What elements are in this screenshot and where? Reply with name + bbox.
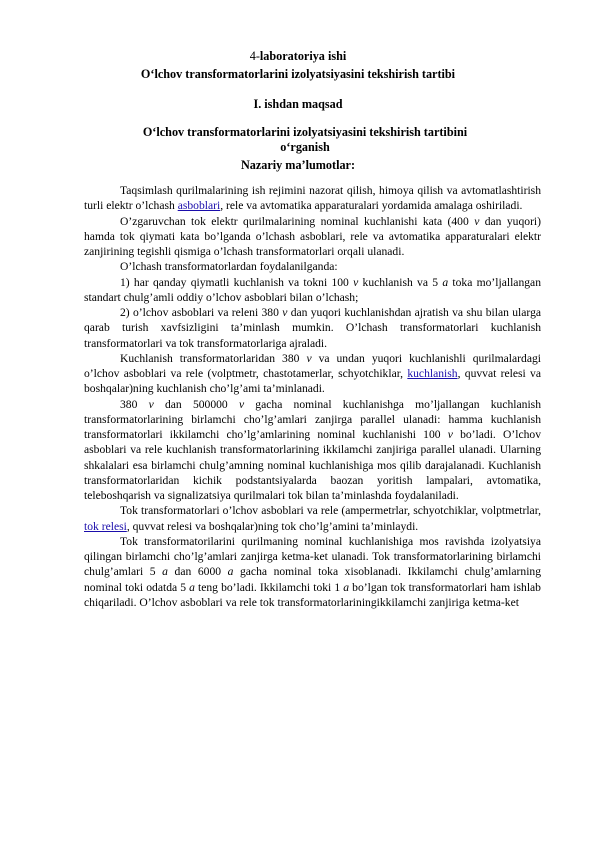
text-run: dan 500000: [153, 397, 239, 411]
text-run: dan 6000: [167, 565, 228, 579]
unit-symbol: v: [282, 306, 288, 319]
unit-symbol: a: [189, 580, 195, 594]
link-asboblari[interactable]: asboblari: [177, 199, 221, 213]
unit-symbol: a: [227, 565, 234, 579]
text-run: va undan yuqori kuchlanishli qurilmalardagi o’lchov asboblari va rele (volptmetr, chastotamerlar, schyotchiklar,: [84, 351, 541, 380]
paragraph-8: [84, 503, 541, 534]
text-run: teng bo’ladi. Ikkilamchi toki 1: [194, 580, 344, 594]
paragraph-9: [84, 534, 541, 610]
text-run: , quvvat relesi va boshqalar)ning kuchlanish cho’lg’ami ta’minlanadi.: [84, 367, 541, 396]
text-run: 380: [120, 397, 149, 411]
goal-line-1: O‘lchov transformatorlarini izolyatsiyasini tekshirish tartibini: [142, 125, 468, 139]
paragraph-7: [84, 397, 541, 504]
unit-symbol: v: [353, 275, 359, 289]
unit-symbol: v: [148, 397, 154, 411]
paragraph-5: [84, 305, 541, 351]
text-run: dan yuqori kuchlanishdan ajratish va shu bilan ularga qarab turish xavfsizligini ta’minlash mumkin. O’lchash transformatorlari kuchlanish transformatorlari va tok transformatorlariga ajraladi.: [84, 306, 542, 350]
section-heading: I. ishdan maqsad: [253, 97, 343, 111]
text-run: Tok transformatorilarini qurilmaning nominal kuchlanishiga mos ravishda izolyatsiya qilingan birlamchi cho’lg’amlari zanjirga ketma-ket ulanadi. Tok transformatorlarining birlamchi chulg’amlari 5: [84, 534, 541, 579]
lab-word: laboratoriya ishi: [259, 49, 347, 63]
text-run: bo’ladi. O’lchov asboblari va rele kuchlanish transformatorlarining ikkilamchi zanjiriga parallel ulanadi. Ularning shkalalari esa birlamchi chulg’amning nominal kuchlanishiga mos qilib darajalanadi. Kuchlanish transformatorlaridan kichik podstantsiyalarda baozan yoritish lampalari, avtomatika, teleboshqarish va signalizatsiya qurilmalari tok bilan ta’minlashda foydalaniladi.: [84, 428, 541, 502]
text-run: toka mo’ljallangan standart chulg’amli oddiy o’lchov asboblari bilan o’lchash;: [84, 275, 541, 304]
goal-line-2: o‘rganish: [280, 140, 330, 154]
unit-symbol: v: [447, 428, 453, 441]
document-title: O‘lchov transformatorlarini izolyatsiyasini tekshirish tartibi: [140, 67, 456, 81]
text-run: , rele va avtomatika apparaturalari yordamida amalaga oshiriladi.: [220, 199, 523, 213]
lab-title: [60, 49, 536, 64]
text-run: dan yuqori) hamda tok qiymati kata bo’lganda o’lchash asboblari, rele va avtomatika apparaturalari elektr zanjirining tegishli qismiga o’lchash transformatorlari orqali ulanadi.: [84, 214, 542, 258]
paragraph-3: O’lchash transformatorlardan foydalanilganda:: [120, 260, 338, 274]
unit-symbol: v: [306, 351, 312, 365]
unit-symbol: a: [442, 275, 449, 289]
paragraph-4: [84, 275, 541, 306]
text-run: kuchlanish va 5: [358, 275, 443, 289]
body-text: [84, 183, 541, 610]
unit-symbol: a: [162, 565, 168, 579]
text-run: Kuchlanish transformatorlaridan 380: [120, 351, 307, 365]
text-run: gacha nominal kuchlanishga mo’ljallangan kuchlanish transformatorlarining birlamchi cho’lg’amlari zanjirga parallel ulanadi: hamma kuchlanish transformatorlari ikkilamchi cho’lg’amlarining nominal kuchlanishi 100: [84, 397, 541, 441]
text-run: Taqsimlash qurilmalarining ish rejimini nazorat qilish, himoya qilish va avtomatlashtirish turli elektr o’lchash: [84, 184, 541, 213]
unit-symbol: v: [474, 214, 480, 228]
text-run: gacha nominal toka xisoblanadi. Ikkilamchi chulg’amlarning nominal toki odatda 5: [84, 565, 542, 594]
theory-heading: Nazariy ma’lumotlar:: [240, 158, 356, 172]
paragraph-2: [84, 214, 541, 260]
text-run: 2) o’lchov asboblari va releni 380: [120, 306, 283, 319]
text-run: O’zgaruvchan tok elektr qurilmalarining nominal kuchlanishi kata (400: [120, 214, 475, 228]
text-run: , quvvat relesi va boshqalar)ning tok cho’lg’amini ta’minlaydi.: [126, 519, 419, 533]
lab-number: 4-: [249, 49, 260, 63]
unit-symbol: v: [238, 397, 245, 411]
link-tok-relesi[interactable]: tok relesi: [84, 519, 127, 533]
text-run: Tok transformatorlari o’lchov asboblari va rele (ampermetrlar, schyotchiklar, volptmetrlar,: [120, 504, 541, 518]
link-kuchlanish[interactable]: kuchlanish: [407, 367, 458, 380]
goal-text: [100, 125, 510, 155]
text-run: bo’lgan tok transformatorlari ham ishlab chiqariladi. O’lchov asboblari va rele tok transformatorlariningikkilamchi zanjiriga ketma-ket: [84, 580, 541, 609]
unit-symbol: a: [343, 580, 350, 594]
paragraph-1: [84, 183, 541, 214]
paragraph-6: [84, 351, 541, 397]
text-run: 1) har qanday qiymatli kuchlanish va tokni 100: [120, 275, 354, 289]
